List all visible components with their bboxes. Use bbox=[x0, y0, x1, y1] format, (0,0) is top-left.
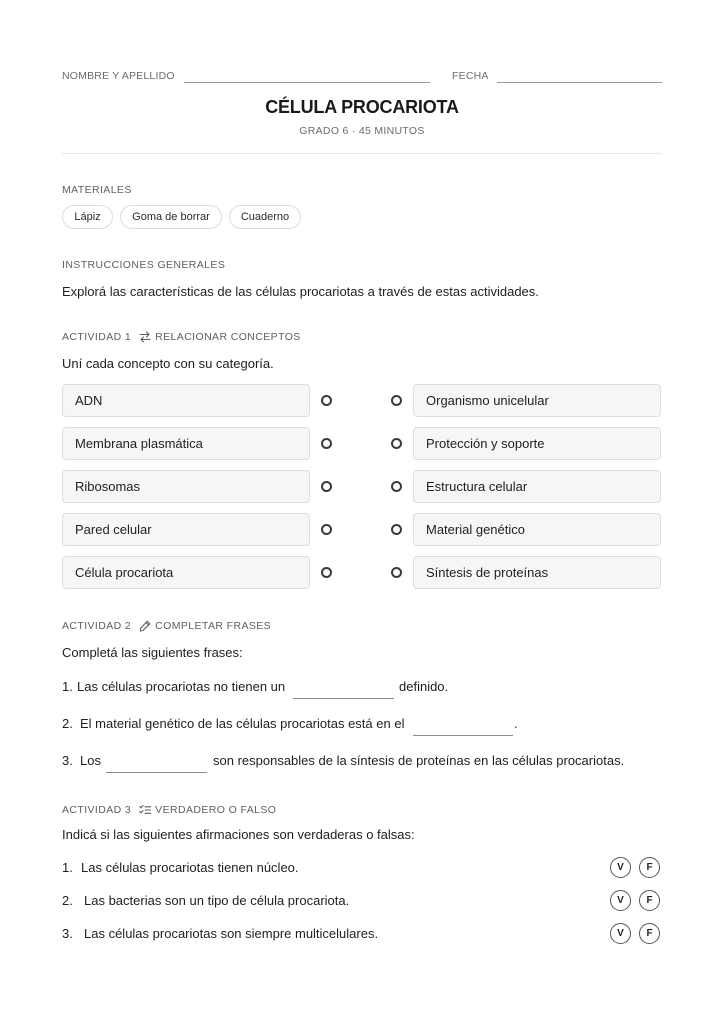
false-button[interactable]: F bbox=[639, 890, 660, 911]
fill-item-number: 1. bbox=[62, 679, 73, 694]
activity3-prompt: Indicá si las siguientes afirmaciones son verdaderas o falsas: bbox=[62, 827, 415, 842]
activity2-prompt: Completá las siguientes frases: bbox=[62, 645, 243, 660]
activity1-number: ACTIVIDAD 1 bbox=[62, 331, 132, 343]
page-title: CÉLULA PROCARIOTA bbox=[265, 97, 459, 117]
match-left-connector[interactable] bbox=[321, 438, 332, 449]
date-line[interactable] bbox=[497, 82, 662, 83]
fill-item-after: definido. bbox=[399, 679, 449, 694]
tf-item-number: 2. bbox=[62, 893, 73, 908]
activity3-number: ACTIVIDAD 3 bbox=[62, 804, 132, 816]
activity1-prompt: Uní cada concepto con su categoría. bbox=[62, 356, 274, 371]
activity2-number: ACTIVIDAD 2 bbox=[62, 620, 132, 632]
name-label: NOMBRE Y APELLIDO bbox=[62, 70, 175, 82]
instructions-label: INSTRUCCIONES GENERALES bbox=[62, 259, 226, 271]
materials-label: MATERIALES bbox=[62, 184, 132, 196]
match-left-connector[interactable] bbox=[321, 524, 332, 535]
fill-item-number: 3. bbox=[62, 753, 73, 768]
match-right-item[interactable]: Organismo unicelular bbox=[413, 384, 661, 417]
fill-item-after: son responsables de la síntesis de proteínas en las células procariotas. bbox=[213, 753, 625, 768]
tf-item-number: 1. bbox=[62, 860, 73, 875]
tf-item-text: Las bacterias son un tipo de célula procariota. bbox=[84, 893, 350, 908]
date-label: FECHA bbox=[452, 70, 489, 82]
fill-item-before: Los bbox=[80, 753, 101, 768]
fill-blank[interactable] bbox=[106, 772, 207, 773]
activity1-heading bbox=[62, 331, 301, 343]
fill-blank[interactable] bbox=[293, 698, 394, 699]
false-button[interactable]: F bbox=[639, 857, 660, 878]
tf-item-text: Las células procariotas tienen núcleo. bbox=[81, 860, 299, 875]
activity3-heading bbox=[62, 804, 276, 816]
match-right-item[interactable]: Síntesis de proteínas bbox=[413, 556, 661, 589]
match-left-item[interactable]: Célula procariota bbox=[62, 556, 310, 589]
true-button[interactable]: V bbox=[610, 923, 631, 944]
match-left-connector[interactable] bbox=[321, 481, 332, 492]
match-right-item[interactable]: Protección y soporte bbox=[413, 427, 661, 460]
header-row bbox=[62, 70, 662, 86]
instructions-text: Explorá las características de las células procariotas a través de estas actividades. bbox=[62, 284, 539, 299]
match-right-connector[interactable] bbox=[391, 524, 402, 535]
activity3-title: VERDADERO O FALSO bbox=[155, 804, 277, 816]
match-right-item[interactable]: Estructura celular bbox=[413, 470, 661, 503]
match-left-connector[interactable] bbox=[321, 395, 332, 406]
match-left-item[interactable]: Pared celular bbox=[62, 513, 310, 546]
match-right-item[interactable]: Material genético bbox=[413, 513, 661, 546]
divider bbox=[62, 153, 662, 154]
activity2-heading bbox=[62, 620, 271, 632]
match-right-connector[interactable] bbox=[391, 395, 402, 406]
tf-item-number: 3. bbox=[62, 926, 73, 941]
material-chip: Lápiz bbox=[62, 205, 113, 229]
tf-item-text: Las células procariotas son siempre multicelulares. bbox=[84, 926, 379, 941]
fill-item-number: 2. bbox=[62, 716, 73, 731]
true-button[interactable]: V bbox=[610, 857, 631, 878]
match-left-item[interactable]: ADN bbox=[62, 384, 310, 417]
match-left-item[interactable]: Membrana plasmática bbox=[62, 427, 310, 460]
fill-item-before: El material genético de las células procariotas está en el bbox=[80, 716, 405, 731]
match-right-connector[interactable] bbox=[391, 438, 402, 449]
material-chip: Goma de borrar bbox=[120, 205, 222, 229]
material-chip: Cuaderno bbox=[229, 205, 301, 229]
fill-blank[interactable] bbox=[413, 735, 513, 736]
match-left-item[interactable]: Ribosomas bbox=[62, 470, 310, 503]
page-subtitle: GRADO 6 · 45 MINUTOS bbox=[299, 125, 425, 137]
fill-item-after: . bbox=[514, 716, 518, 731]
match-right-connector[interactable] bbox=[391, 481, 402, 492]
match-right-connector[interactable] bbox=[391, 567, 402, 578]
checklist-icon bbox=[139, 804, 151, 816]
activity1-title: RELACIONAR CONCEPTOS bbox=[155, 331, 301, 343]
activity2-title: COMPLETAR FRASES bbox=[155, 620, 272, 632]
swap-arrows-icon bbox=[139, 331, 151, 343]
fill-item-before: Las células procariotas no tienen un bbox=[77, 679, 286, 694]
false-button[interactable]: F bbox=[639, 923, 660, 944]
true-button[interactable]: V bbox=[610, 890, 631, 911]
pencil-icon bbox=[139, 620, 151, 632]
name-line[interactable] bbox=[184, 82, 430, 83]
match-left-connector[interactable] bbox=[321, 567, 332, 578]
